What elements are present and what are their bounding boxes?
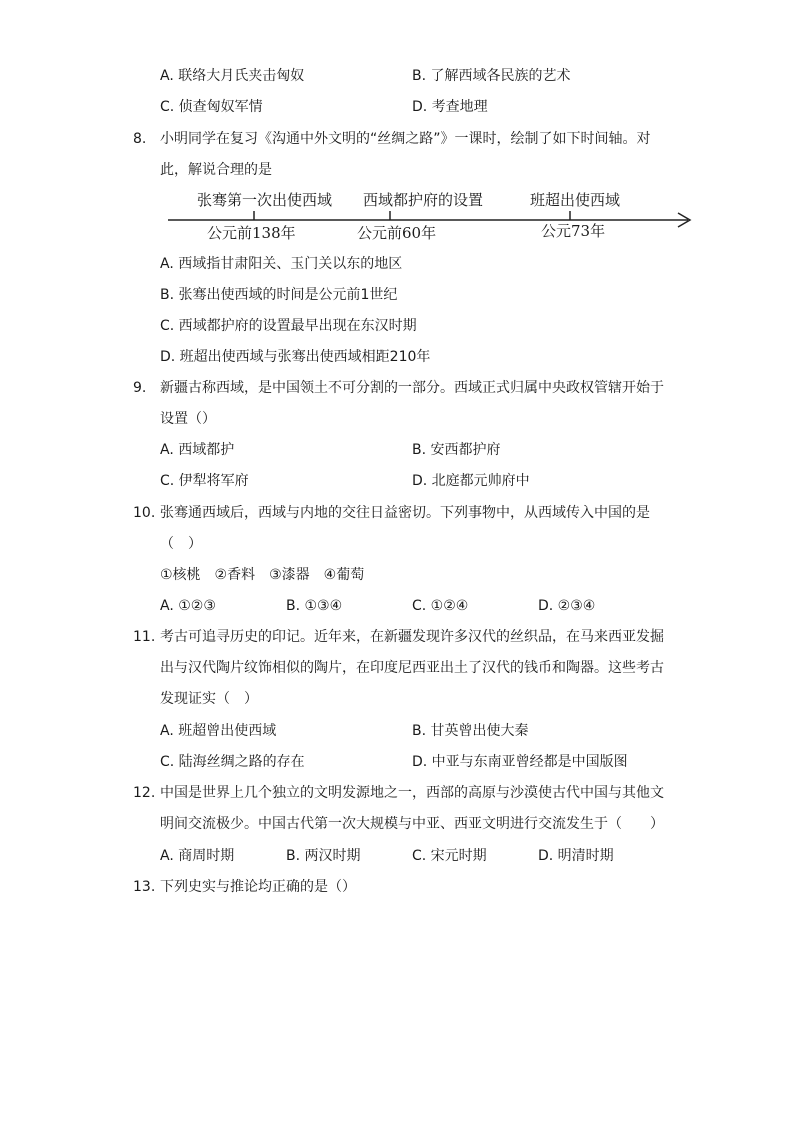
q12-stem-line1: 中国是世界上几个独立的文明发源地之一，西部的高原与沙漠使古代中国与其他文 (160, 785, 664, 801)
q9-option-d: D. 北庭都元帅府中 (412, 473, 530, 489)
q7-option-a: A. 联络大月氏夹击匈奴 (160, 68, 305, 84)
q8-option-c: C. 西域都护府的设置最早出现在东汉时期 (160, 318, 417, 334)
q7-option-b: B. 了解西域各民族的艺术 (412, 68, 571, 84)
q8-option-d: D. 班超出使西域与张骞出使西域相距210年 (160, 349, 431, 365)
q12-option-b: B. 两汉时期 (286, 848, 361, 864)
timeline-date-2: 公元前60年 (357, 224, 437, 242)
q9-stem-line1: 新疆古称西域，是中国领土不可分割的一部分。西域正式归属中央政权管辖开始于 (160, 380, 664, 396)
q11-option-c: C. 陆海丝绸之路的存在 (160, 754, 305, 770)
q11-option-a: A. 班超曾出使西域 (160, 723, 277, 739)
timeline-event-2: 西域都护府的设置 (363, 191, 484, 209)
q10-items: ①核桃 ②香料 ③漆器 ④葡萄 (160, 567, 365, 583)
q10-option-b: B. ①③④ (286, 598, 343, 614)
q8-option-b: B. 张骞出使西域的时间是公元前1世纪 (160, 287, 398, 303)
q8-number: 8. (133, 131, 147, 147)
q8-stem-line2: 此，解说合理的是 (160, 162, 272, 178)
q12-option-a: A. 商周时期 (160, 848, 235, 864)
timeline-event-1: 张骞第一次出使西域 (197, 191, 333, 209)
q13-number: 13. (133, 879, 156, 895)
q11-option-d: D. 中亚与东南亚曾经都是中国版图 (412, 754, 628, 770)
q11-option-b: B. 甘英曾出使大秦 (412, 723, 529, 739)
q9-option-a: A. 西域都护 (160, 442, 235, 458)
q10-stem-line2: （ ） (160, 536, 202, 552)
q13-stem-line1: 下列史实与推论均正确的是（） (160, 879, 356, 895)
q9-number: 9. (133, 380, 147, 396)
q12-number: 12. (133, 785, 156, 801)
q9-stem-line2: 设置（） (160, 411, 216, 427)
timeline-date-1: 公元前138年 (207, 224, 296, 242)
q7-option-d: D. 考查地理 (412, 99, 488, 115)
q12-option-c: C. 宋元时期 (412, 848, 487, 864)
q8-option-a: A. 西域指甘肃阳关、玉门关以东的地区 (160, 256, 403, 272)
q10-option-a: A. ①②③ (160, 598, 216, 614)
q12-option-d: D. 明清时期 (538, 848, 614, 864)
q10-option-c: C. ①②④ (412, 598, 469, 614)
q10-stem-line1: 张骞通西域后，西域与内地的交往日益密切。下列事物中，从西域传入中国的是 (160, 505, 650, 521)
timeline-date-3: 公元73年 (541, 222, 606, 240)
timeline-event-3: 班超出使西域 (530, 191, 621, 209)
q12-stem-line2: 明间交流极少。中国古代第一次大规模与中亚、西亚文明进行交流发生于（ ） (160, 816, 664, 832)
q9-option-c: C. 伊犁将军府 (160, 473, 249, 489)
q11-number: 11. (133, 629, 156, 645)
q10-option-d: D. ②③④ (538, 598, 596, 614)
q11-stem-line1: 考古可追寻历史的印记。近年来，在新疆发现许多汉代的丝织品，在马来西亚发掘 (160, 629, 664, 645)
q10-number: 10. (133, 505, 156, 521)
q11-stem-line3: 发现证实（ ） (160, 691, 258, 707)
q8-stem-line1: 小明同学在复习《沟通中外文明的“丝绸之路”》一课时，绘制了如下时间轴。对 (160, 131, 651, 147)
q11-stem-line2: 出与汉代陶片纹饰相似的陶片，在印度尼西亚出土了汉代的钱币和陶器。这些考古 (160, 660, 664, 676)
q9-option-b: B. 安西都护府 (412, 442, 501, 458)
q7-option-c: C. 侦查匈奴军情 (160, 99, 263, 115)
